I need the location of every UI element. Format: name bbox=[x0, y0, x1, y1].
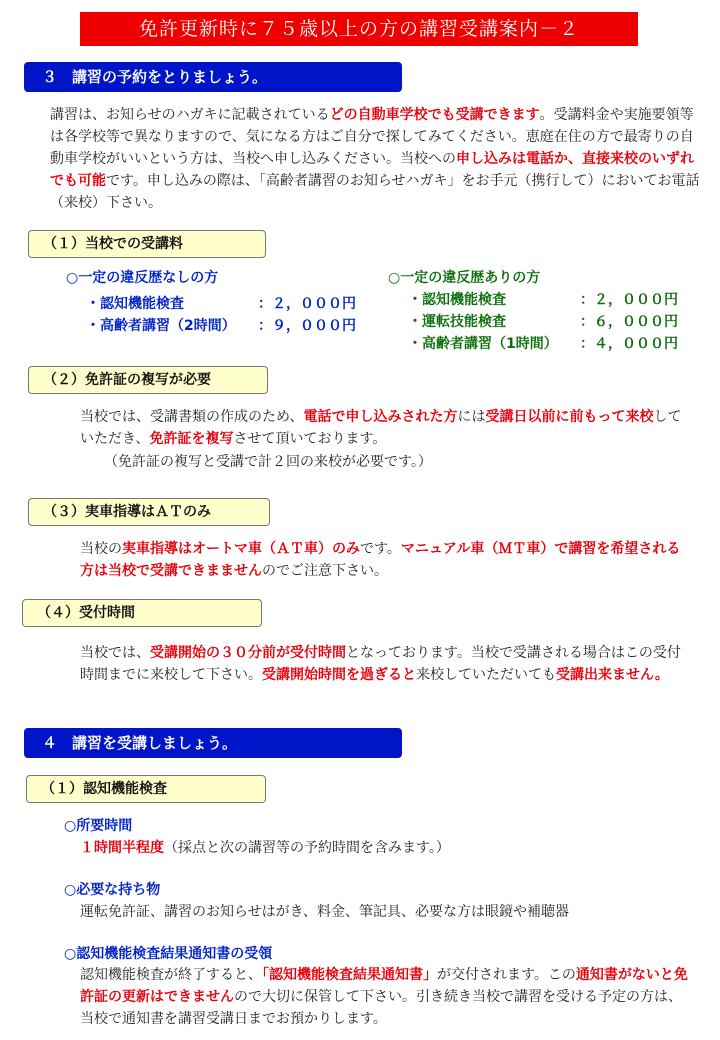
text: していただき、 bbox=[80, 409, 682, 447]
fee-item-price: ：４，０００円 bbox=[580, 336, 678, 352]
text: させて頂いております。 bbox=[233, 431, 387, 447]
page-title: 免許更新時に７５歳以上の方の講習受講案内－２ bbox=[80, 12, 638, 46]
section-3-header: ３ 講習の予約をとりましょう。 bbox=[24, 62, 402, 92]
fee-no-record-title: ○一定の違反歴なしの方 bbox=[66, 270, 219, 286]
notice-title: ○認知機能検査結果通知書の受領 bbox=[64, 946, 273, 962]
text: 当校では、受講書類の作成のため、 bbox=[80, 409, 304, 425]
cog-header: （１）認知機能検査 bbox=[26, 775, 266, 803]
fee-header: （１）当校での受講料 bbox=[28, 230, 266, 258]
highlight-any-school: どの自動車学校でも受講できます bbox=[329, 107, 540, 123]
duration-text bbox=[80, 838, 450, 858]
highlight: 免許証を複写 bbox=[149, 431, 234, 447]
text: となっております。当校で受講される場合はこの受付時間までに来校して下さい。 bbox=[80, 645, 681, 683]
highlight: １時間半程度 bbox=[80, 840, 164, 856]
fee-item-name: ・高齢者講習（2時間） bbox=[86, 318, 236, 334]
time-paragraph bbox=[80, 642, 694, 686]
items-text: 運転免許証、講習のお知らせはがき、料金、筆記具、必要な方は眼鏡や補聴器 bbox=[80, 904, 570, 920]
text: 当校では、 bbox=[80, 645, 150, 661]
text: 当校の bbox=[80, 541, 122, 557]
copy-paragraph bbox=[80, 406, 694, 450]
text: （採点と次の講習等の予約時間を含みます。） bbox=[164, 840, 450, 856]
section-4-header: ４ 講習を受講しましょう。 bbox=[24, 728, 402, 758]
fee-item-price: ：９，０００円 bbox=[258, 318, 356, 334]
text: のでご注意下さい。 bbox=[262, 563, 388, 579]
text: です。申し込みの際は、「高齢者講習のお知らせハガキ」をお手元（携行して）においてお電話（来校）下さい。 bbox=[50, 173, 700, 211]
text: には bbox=[457, 409, 486, 425]
fee-with-record-title: ○一定の違反歴ありの方 bbox=[388, 270, 541, 286]
highlight: 受講日以前に前もって来校 bbox=[485, 409, 654, 425]
fee-item-name: ・運転技能検査 bbox=[408, 314, 506, 330]
highlight: 受講開始時間を過ぎると bbox=[262, 667, 416, 683]
highlight-phone-or-visit: 申し込みは電話か、直接来校のいずれでも可能 bbox=[50, 151, 694, 189]
copy-header: （２）免許証の複写が必要 bbox=[28, 366, 268, 394]
highlight: 実車指導はオートマ車（ＡＴ車）のみ bbox=[122, 541, 360, 557]
fee-item-name: ・高齢者講習（1時間） bbox=[408, 336, 558, 352]
at-header: （３）実車指導はＡＴのみ bbox=[28, 498, 270, 526]
text: 認知機能検査が終了すると、 bbox=[80, 967, 262, 983]
highlight: 電話で申し込みされた方 bbox=[303, 409, 458, 425]
fee-item-price: ：２，０００円 bbox=[258, 296, 356, 312]
fee-item-name: ・認知機能検査 bbox=[408, 292, 506, 308]
at-paragraph bbox=[80, 538, 694, 582]
notice-paragraph bbox=[80, 964, 694, 1030]
text: 来校していただいても bbox=[416, 667, 556, 683]
items-title: ○必要な持ち物 bbox=[64, 882, 161, 898]
time-header: （４）受付時間 bbox=[22, 599, 262, 627]
highlight: 受講開始の３０分前が受付時間 bbox=[150, 645, 346, 661]
fee-item-price: ：２，０００円 bbox=[580, 292, 678, 308]
duration-title: ○所要時間 bbox=[64, 818, 133, 834]
section-3-paragraph bbox=[50, 104, 700, 214]
text: ので大切に保管して下さい。引き続き当校で講習を受ける予定の方は、当校で通知書を講習受講日までお預かりします。 bbox=[80, 989, 682, 1027]
text: です。 bbox=[360, 541, 401, 557]
text: 講習は、お知らせのハガキに記載されている bbox=[50, 107, 330, 123]
fee-item-name: ・認知機能検査 bbox=[86, 296, 184, 312]
highlight: 「認知機能検査結果通知書」 bbox=[262, 967, 437, 983]
text: 。受講料金や実施要領等は各学校等で異なりますので、気になる方はご自分で探してみてください。恵庭在住の方で最寄りの自動車学校がいいという方は、当校へ申し込みください。当校への bbox=[50, 107, 694, 167]
fee-item-price: ：６，０００円 bbox=[580, 314, 678, 330]
highlight: 通知書がないと免許証の更新はできません bbox=[80, 967, 688, 1005]
highlight: 受講出来ません。 bbox=[556, 667, 669, 683]
highlight: マニュアル車（ＭＴ車）で講習を希望される方は当校で受講できまません bbox=[80, 541, 681, 579]
copy-note: （免許証の複写と受講で計２回の来校が必要です。） bbox=[104, 454, 432, 470]
text: が交付されます。この bbox=[437, 967, 576, 983]
